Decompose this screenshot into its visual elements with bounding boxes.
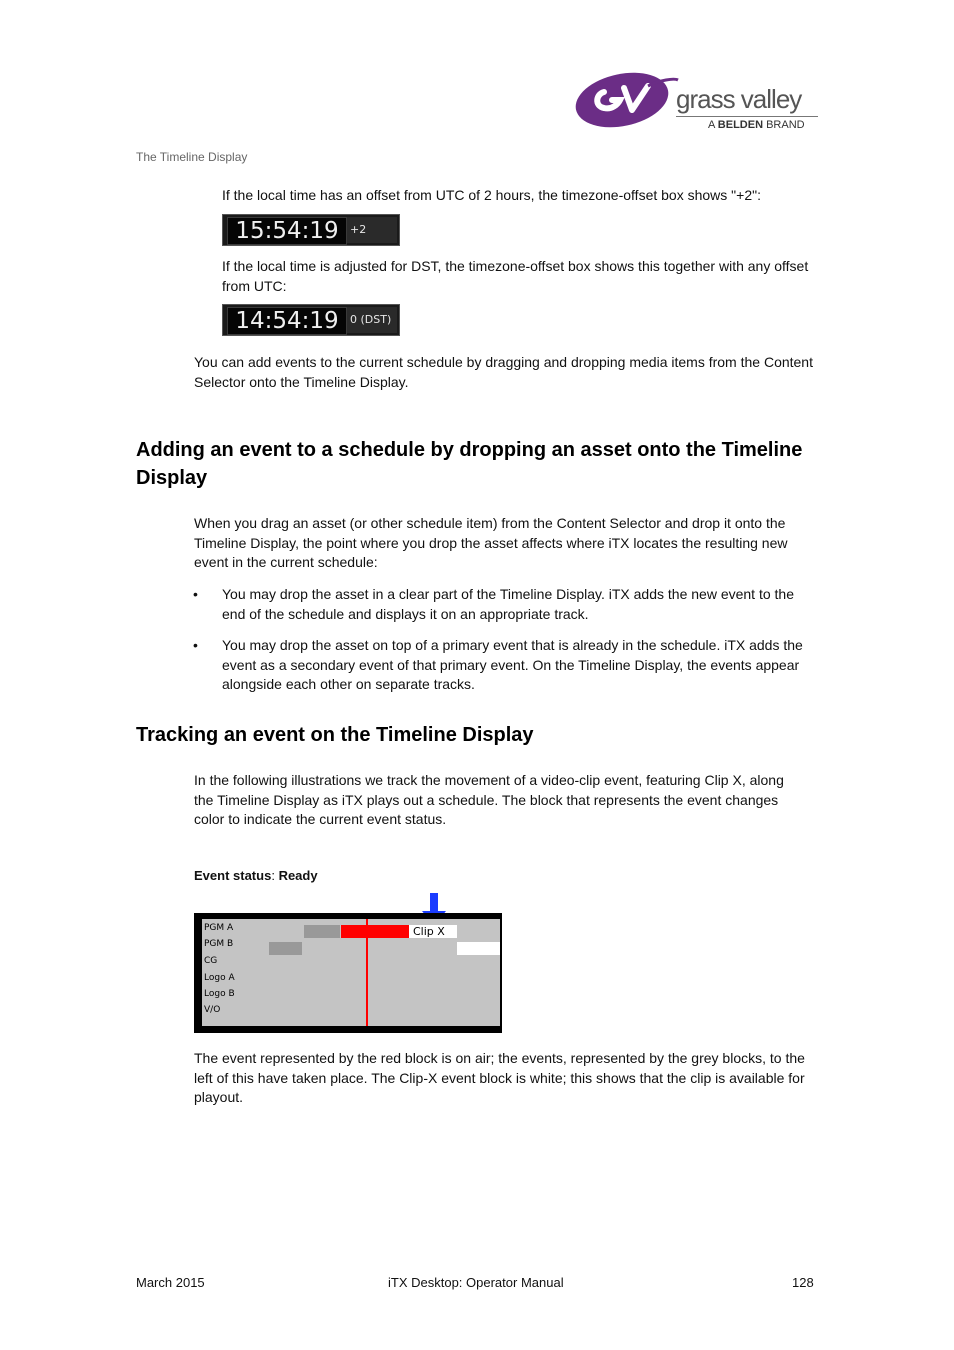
paragraph-dst: If the local time is adjusted for DST, the timezone-offset box shows this together with any offset from UTC:: [222, 258, 809, 294]
track-label: CG: [204, 956, 218, 966]
footer-title: iTX Desktop: Operator Manual: [388, 1275, 564, 1290]
list-item-text: You may drop the asset on top of a primary event that is already in the schedule. iTX adds the event as a secondary event of that primary event. On the Timeline Display, the events appear alongside each other on separate tracks.: [222, 637, 803, 693]
timezone-offset-box: +2: [347, 217, 397, 243]
brand-logo: [574, 70, 824, 136]
on-air-event-block: [341, 925, 409, 938]
track-label: PGM B: [204, 939, 234, 949]
brand-name: grass valley: [676, 84, 802, 114]
tagline-brand: BELDEN: [717, 119, 764, 131]
footer-page-number: 128: [792, 1275, 814, 1290]
paragraph-drag: When you drag an asset (or other schedule item) from the Content Selector and drop it onto the Timeline Display, the point where you drop the asset affects where iTX locates the resulting new event in the current schedule:: [194, 515, 788, 571]
clip-x-event-block: Clip X: [409, 925, 457, 938]
clock-time: 15:54:19: [227, 217, 347, 245]
track-label: Logo B: [204, 989, 235, 999]
heading-tracking-event: Tracking an event on the Timeline Display: [136, 724, 534, 746]
brand-tagline: [708, 119, 805, 131]
event-block: [457, 942, 500, 955]
clock-widget-dst: [222, 304, 400, 336]
list-item: [193, 585, 812, 624]
list-item-text: You may drop the asset in a clear part of the Timeline Display. iTX adds the new event to the end of the schedule and displays it on an appropriate track.: [222, 586, 794, 622]
playhead-line: [366, 919, 368, 1026]
paragraph-tracking: In the following illustrations we track the movement of a video-clip event, featuring Clip X, along the Timeline Display as iTX plays out a schedule. The block that represents the event changes color to indicate the current event status.: [194, 772, 784, 828]
completed-event-block: [269, 942, 302, 955]
timezone-offset-box: 0 (DST): [347, 307, 397, 333]
track-label: PGM A: [204, 923, 234, 933]
paragraph-event-desc: The event represented by the red block is on air; the events, represented by the grey blocks, to the left of this have taken place. The Clip-X event block is white; this shows that the clip is available for playout.: [194, 1050, 805, 1106]
bullet-icon: •: [193, 637, 198, 653]
event-status-value: Ready: [278, 868, 318, 883]
grass-valley-logo-icon: [574, 70, 684, 130]
completed-event-block: [304, 925, 340, 938]
tagline-suffix: BRAND: [766, 119, 805, 131]
brand-underline: [676, 116, 818, 117]
clock-time: 14:54:19: [227, 307, 347, 335]
clock-widget-utc: [222, 214, 400, 246]
paragraph-utc-offset: If the local time has an offset from UTC of 2 hours, the timezone-offset box shows "+2":: [222, 187, 761, 203]
event-status-separator: :: [271, 868, 275, 883]
heading-adding-event: Adding an event to a schedule by dropping an asset onto the Timeline Display: [136, 439, 803, 489]
bullet-icon: •: [193, 586, 198, 602]
event-status-label: Event status: [194, 868, 272, 883]
track-label: V/O: [204, 1005, 221, 1015]
section-label: The Timeline Display: [136, 150, 248, 164]
event-status-caption: [194, 866, 318, 886]
footer-date: March 2015: [136, 1275, 205, 1290]
list-item: [193, 636, 814, 695]
paragraph-add-events: You can add events to the current schedule by dragging and dropping media items from the Content Selector onto the Timeline Display.: [194, 354, 813, 390]
track-label: Logo A: [204, 973, 235, 983]
tagline-prefix: A: [708, 119, 715, 131]
timeline-display: [194, 913, 502, 1033]
timeline-tracks-area: [202, 919, 500, 1026]
